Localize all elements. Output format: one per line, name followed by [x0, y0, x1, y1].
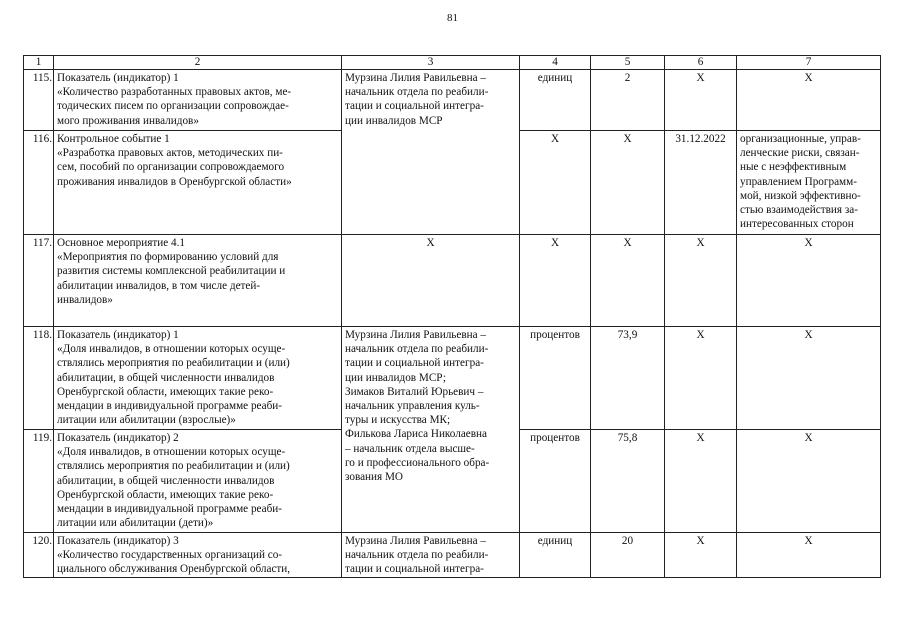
row-name: Контрольное событие 1 «Разработка правовых актов, методических пи- сем, пособий по организации сопровождаемого проживания инвалидов в Оренбургской области» [54, 131, 342, 235]
row-unit: единиц [520, 70, 591, 131]
row-risks: Х [737, 533, 881, 578]
row-responsible: Мурзина Лилия Равильевна – начальник отдела по реабили- тации и социальной интегра- ции инвалидов МСР [342, 70, 520, 235]
row-risks: Х [737, 430, 881, 533]
row-risks: Х [737, 235, 881, 327]
row-value: 75,8 [591, 430, 665, 533]
row-responsible: Мурзина Лилия Равильевна – начальник отдела по реабили- тации и социальной интегра- ции инвалидов МСР; Зимаков Виталий Юрьевич – начальник управления куль- туры и искусства МК; Филькова Лариса Николаевна – начальник отдела высше- го и профессионального обра- зования МО [342, 327, 520, 533]
column-header: 2 [54, 56, 342, 70]
row-unit: Х [520, 131, 591, 235]
row-responsible: Х [342, 235, 520, 327]
row-date: Х [665, 70, 737, 131]
row-number: 118. [24, 327, 54, 430]
table-row [24, 235, 881, 327]
column-header: 4 [520, 56, 591, 70]
row-risks: Х [737, 70, 881, 131]
row-risks: Х [737, 327, 881, 430]
row-number: 120. [24, 533, 54, 578]
row-date: 31.12.2022 [665, 131, 737, 235]
row-unit: процентов [520, 327, 591, 430]
row-name: Показатель (индикатор) 2 «Доля инвалидов, в отношении которых осуще- ствлялись мероприятия по реабилитации и (или) абилитации, в общей численности инвалидов Оренбургской области, имеющих такие реко- мендации в индивидуальной программе реаби- литации или абилитации (дети)» [54, 430, 342, 533]
row-date: Х [665, 430, 737, 533]
table-row [24, 533, 881, 578]
row-name: Показатель (индикатор) 3 «Количество государственных организаций со- циального обслуживания Оренбургской области, [54, 533, 342, 578]
row-number: 115. [24, 70, 54, 131]
row-date: Х [665, 533, 737, 578]
row-number: 117. [24, 235, 54, 327]
page-number: 81 [447, 12, 458, 24]
row-name: Основное мероприятие 4.1 «Мероприятия по формированию условий для развития системы комплексной реабилитации и абилитации инвалидов, в том числе детей- инвалидов» [54, 235, 342, 327]
row-name: Показатель (индикатор) 1 «Доля инвалидов, в отношении которых осуще- ствлялись мероприятия по реабилитации и (или) абилитации, в общей численности инвалидов Оренбургской области, имеющих такие реко- мендации в индивидуальной программе реаби- литации или абилитации (взрослые)» [54, 327, 342, 430]
row-value: 2 [591, 70, 665, 131]
column-header: 6 [665, 56, 737, 70]
row-unit: Х [520, 235, 591, 327]
plan-table [23, 55, 881, 578]
row-number: 116. [24, 131, 54, 235]
row-number: 119. [24, 430, 54, 533]
row-date: Х [665, 327, 737, 430]
column-header: 5 [591, 56, 665, 70]
row-value: 73,9 [591, 327, 665, 430]
row-risks: организационные, управ- ленческие риски, связан- ные с неэффективным управлением Программ- мой, низкой эффективно- стью взаимодействия за- интересованных сторон [737, 131, 881, 235]
table-row [24, 327, 881, 430]
table-header-row [24, 56, 881, 70]
row-date: Х [665, 235, 737, 327]
table-row [24, 70, 881, 131]
column-header: 7 [737, 56, 881, 70]
column-header: 3 [342, 56, 520, 70]
row-value: 20 [591, 533, 665, 578]
column-header: 1 [24, 56, 54, 70]
row-unit: единиц [520, 533, 591, 578]
row-unit: процентов [520, 430, 591, 533]
row-name: Показатель (индикатор) 1 «Количество разработанных правовых актов, ме- тодических писем по организации сопровождае- мого проживания инвалидов» [54, 70, 342, 131]
row-value: Х [591, 235, 665, 327]
row-responsible: Мурзина Лилия Равильевна – начальник отдела по реабили- тации и социальной интегра- [342, 533, 520, 578]
row-value: Х [591, 131, 665, 235]
